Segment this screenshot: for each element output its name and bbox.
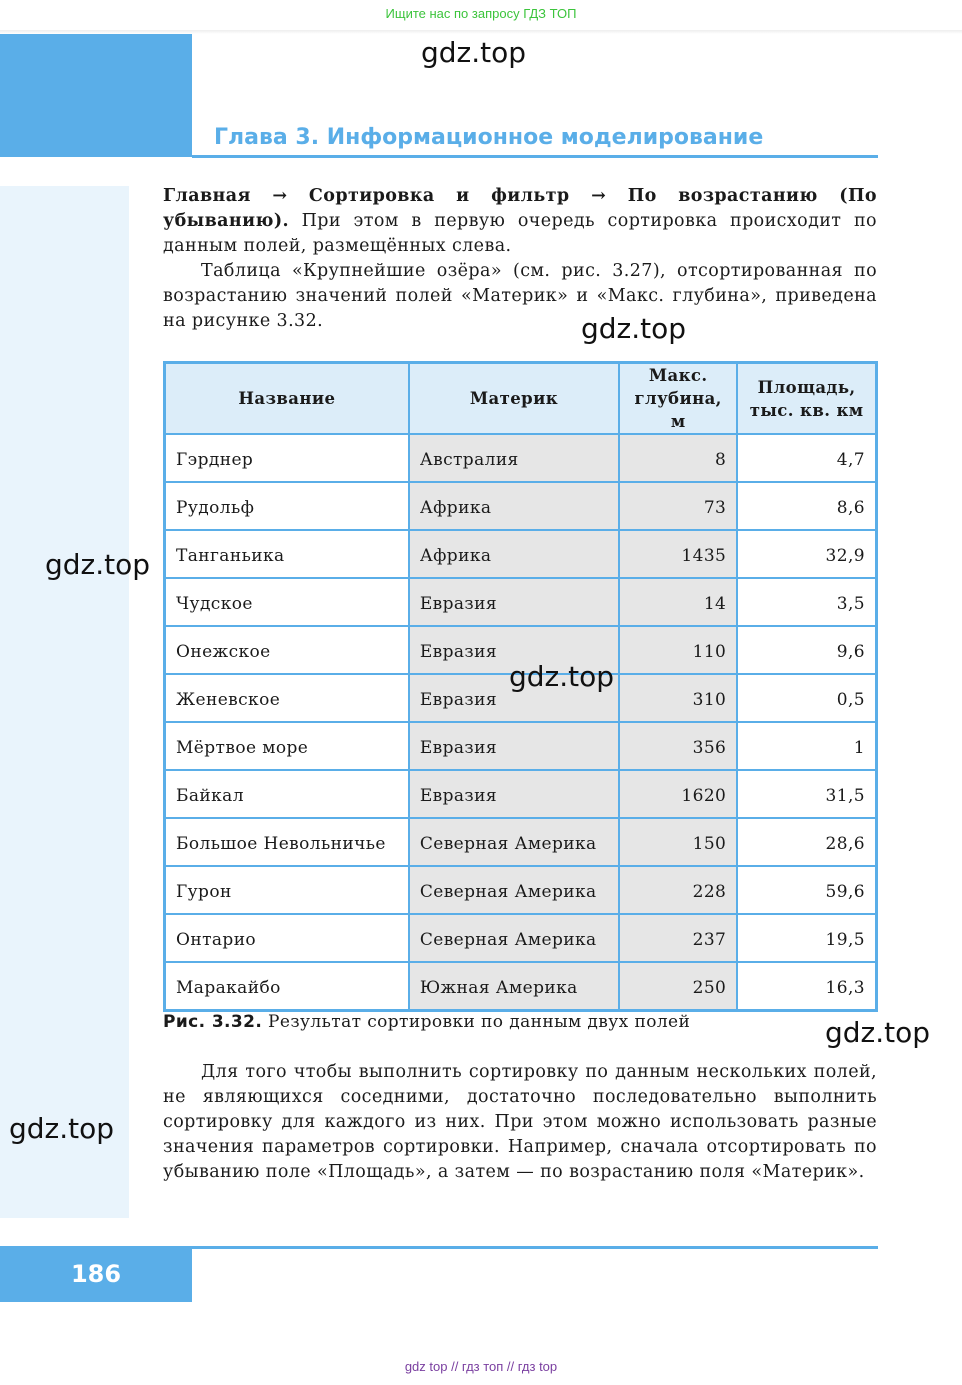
table-header-row bbox=[165, 363, 877, 435]
cell-max-depth: 8 bbox=[619, 434, 737, 482]
cell-continent: Евразия bbox=[409, 770, 619, 818]
table-row bbox=[165, 866, 877, 914]
paragraph-table-reference: Таблица «Крупнейшие озёра» (см. рис. 3.27), отсортированная по возрастанию значений полей «Материк» и «Макс. глубина», приведена на рисунке 3.32. bbox=[163, 261, 877, 331]
figure-caption bbox=[163, 1012, 690, 1032]
cell-name: Мёртвое море bbox=[165, 722, 409, 770]
cell-continent: Евразия bbox=[409, 722, 619, 770]
watermark: gdz.top bbox=[45, 548, 151, 581]
cell-max-depth: 250 bbox=[619, 962, 737, 1011]
header-max-depth: Макс. глубина, м bbox=[619, 363, 737, 435]
cell-area: 8,6 bbox=[737, 482, 876, 530]
cell-max-depth: 110 bbox=[619, 626, 737, 674]
cell-area: 4,7 bbox=[737, 434, 876, 482]
cell-name: Онежское bbox=[165, 626, 409, 674]
cell-area: 59,6 bbox=[737, 866, 876, 914]
cell-area: 28,6 bbox=[737, 818, 876, 866]
cell-area: 0,5 bbox=[737, 674, 876, 722]
table-body bbox=[165, 434, 877, 1011]
top-banner: Ищите нас по запросу ГДЗ ТОП bbox=[385, 6, 577, 21]
cell-area: 16,3 bbox=[737, 962, 876, 1011]
watermark: gdz.top bbox=[509, 660, 615, 693]
side-margin-panel bbox=[0, 186, 129, 1218]
cell-continent: Северная Америка bbox=[409, 818, 619, 866]
page-number: 186 bbox=[0, 1246, 192, 1302]
table-row bbox=[165, 722, 877, 770]
cell-max-depth: 356 bbox=[619, 722, 737, 770]
watermark: gdz.top bbox=[825, 1016, 931, 1049]
cell-area: 31,5 bbox=[737, 770, 876, 818]
table-row bbox=[165, 914, 877, 962]
cell-continent: Евразия bbox=[409, 626, 619, 674]
watermark: gdz.top bbox=[581, 312, 687, 345]
cell-continent: Южная Америка bbox=[409, 962, 619, 1011]
paragraph-intro bbox=[163, 184, 877, 334]
chapter-title: Глава 3. Информационное моделирование bbox=[214, 125, 764, 150]
cell-name: Большое Невольничье bbox=[165, 818, 409, 866]
cell-max-depth: 14 bbox=[619, 578, 737, 626]
menu-path: Главная → Сортировка и фильтр → По возрастанию (По убыванию). bbox=[163, 186, 877, 231]
cell-continent: Евразия bbox=[409, 674, 619, 722]
cell-continent: Северная Америка bbox=[409, 866, 619, 914]
cell-continent: Африка bbox=[409, 530, 619, 578]
watermark: gdz.top bbox=[9, 1112, 115, 1145]
cell-name: Рудольф bbox=[165, 482, 409, 530]
cell-max-depth: 237 bbox=[619, 914, 737, 962]
header-color-block bbox=[0, 34, 192, 157]
cell-continent: Северная Америка bbox=[409, 914, 619, 962]
header-area: Площадь, тыс. кв. км bbox=[737, 363, 876, 435]
table-row bbox=[165, 482, 877, 530]
cell-name: Женевское bbox=[165, 674, 409, 722]
table-row bbox=[165, 818, 877, 866]
cell-area: 1 bbox=[737, 722, 876, 770]
cell-continent: Африка bbox=[409, 482, 619, 530]
paragraph-multi-sort bbox=[163, 1060, 877, 1185]
cell-max-depth: 1620 bbox=[619, 770, 737, 818]
table-row bbox=[165, 434, 877, 482]
footer-watermark: gdz top // гдз топ // гдз top bbox=[404, 1359, 558, 1374]
header-continent: Материк bbox=[409, 363, 619, 435]
cell-area: 9,6 bbox=[737, 626, 876, 674]
footer-rule bbox=[192, 1246, 878, 1249]
table-row bbox=[165, 578, 877, 626]
cell-area: 19,5 bbox=[737, 914, 876, 962]
paragraph-intro-text: При этом в первую очередь сортировка происходит по данным полей, размещённых слева. bbox=[163, 211, 877, 256]
table-row bbox=[165, 770, 877, 818]
cell-max-depth: 228 bbox=[619, 866, 737, 914]
chapter-rule bbox=[192, 155, 878, 158]
cell-max-depth: 73 bbox=[619, 482, 737, 530]
table-row bbox=[165, 530, 877, 578]
cell-name: Байкал bbox=[165, 770, 409, 818]
cell-name: Маракайбо bbox=[165, 962, 409, 1011]
cell-area: 3,5 bbox=[737, 578, 876, 626]
header-name: Название bbox=[165, 363, 409, 435]
paragraph-multi-sort-text: Для того чтобы выполнить сортировку по данным нескольких полей, не являющихся соседними, достаточно последовательно выполнить сортировку для каждого из них. При этом можно использовать разные значения параметров сортировки. Например, сначала отсортировать по убыванию поле «Площадь», а затем — по возрастанию поля «Материк». bbox=[163, 1062, 877, 1182]
cell-name: Танганьика bbox=[165, 530, 409, 578]
cell-name: Чудское bbox=[165, 578, 409, 626]
cell-max-depth: 310 bbox=[619, 674, 737, 722]
cell-name: Гурон bbox=[165, 866, 409, 914]
cell-max-depth: 1435 bbox=[619, 530, 737, 578]
cell-continent: Евразия bbox=[409, 578, 619, 626]
figure-caption-text: Результат сортировки по данным двух полей bbox=[262, 1012, 691, 1032]
cell-continent: Австралия bbox=[409, 434, 619, 482]
watermark: gdz.top bbox=[421, 36, 527, 69]
table-row bbox=[165, 962, 877, 1011]
cell-name: Онтарио bbox=[165, 914, 409, 962]
cell-max-depth: 150 bbox=[619, 818, 737, 866]
cell-area: 32,9 bbox=[737, 530, 876, 578]
figure-label: Рис. 3.32. bbox=[163, 1012, 263, 1032]
cell-name: Гэрднер bbox=[165, 434, 409, 482]
